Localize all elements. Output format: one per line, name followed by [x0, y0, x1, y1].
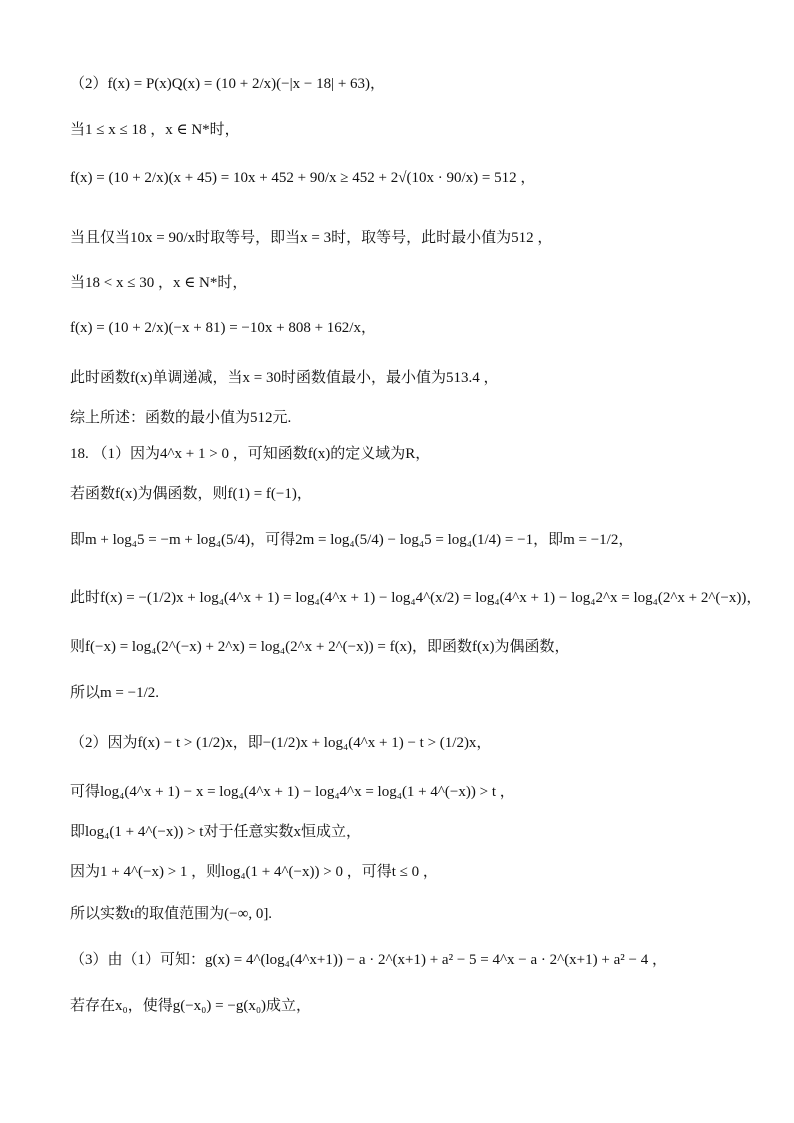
text-line-l18: 因为1 + 4^(−x) > 1 ，则log₄(1 + 4^(−x)) > 0 ，可得t ≤ 0 ，	[70, 864, 438, 880]
text-line-l12: 此时f(x) = −(1/2)x + log₄(4^x + 1) = log₄(4^x + 1) − log₄4^(x/2) = log₄(4^x + 1) − log₄2^x = log₄(2^x + 2^(−x))，	[70, 590, 762, 606]
text-line-l17: 即log₄(1 + 4^(−x)) > t对于任意实数x恒成立，	[70, 824, 361, 840]
text-line-l21: 若存在x₀，使得g(−x₀) = −g(x₀)成立，	[70, 998, 312, 1014]
text-line-l19: 所以实数t的取值范围为(−∞, 0].	[70, 906, 273, 922]
text-line-l11: 即m + log₄5 = −m + log₄(5/4)，可得2m = log₄(5/4) − log₄5 = log₄(1/4) = −1，即m = −1/2，	[70, 532, 634, 548]
text-line-l02: 当1 ≤ x ≤ 18 ，x ∈ N*时，	[70, 122, 240, 138]
text-line-l09: 18. （1）因为4^x + 1 > 0 ，可知函数f(x)的定义域为R，	[70, 446, 431, 462]
text-line-l13: 则f(−x) = log₄(2^(−x) + 2^x) = log₄(2^x + 2^(−x)) = f(x)，即函数f(x)为偶函数，	[70, 639, 570, 655]
text-line-l08: 综上所述：函数的最小值为512元.	[70, 410, 292, 426]
text-line-l07: 此时函数f(x)单调递减，当x = 30时函数值最小，最小值为513.4 ，	[70, 370, 499, 386]
text-line-l03: f(x) = (10 + 2/x)(x + 45) = 10x + 452 + 90/x ≥ 452 + 2√(10x · 90/x) = 512 ，	[70, 170, 536, 186]
text-line-l04: 当且仅当10x = 90/x时取等号，即当x = 3时，取等号，此时最小值为512 ，	[70, 230, 553, 246]
text-line-l10: 若函数f(x)为偶函数，则f(1) = f(−1)，	[70, 486, 312, 502]
text-line-l14: 所以m = −1/2.	[70, 685, 160, 701]
text-line-l05: 当18 < x ≤ 30 ，x ∈ N*时，	[70, 275, 248, 291]
text-line-l20: （3）由（1）可知：g(x) = 4^(log₄(4^x+1)) − a · 2^(x+1) + a² − 5 = 4^x − a · 2^(x+1) + a² − 4 ，	[70, 952, 667, 968]
text-line-l06: f(x) = (10 + 2/x)(−x + 81) = −10x + 808 + 162/x，	[70, 320, 376, 336]
text-line-l16: 可得log₄(4^x + 1) − x = log₄(4^x + 1) − log₄4^x = log₄(1 + 4^(−x)) > t ，	[70, 784, 515, 800]
text-line-l01: （2）f(x) = P(x)Q(x) = (10 + 2/x)(−|x − 18| + 63)，	[70, 76, 386, 92]
text-line-l15: （2）因为f(x) − t > (1/2)x，即−(1/2)x + log₄(4^x + 1) − t > (1/2)x，	[70, 735, 492, 751]
